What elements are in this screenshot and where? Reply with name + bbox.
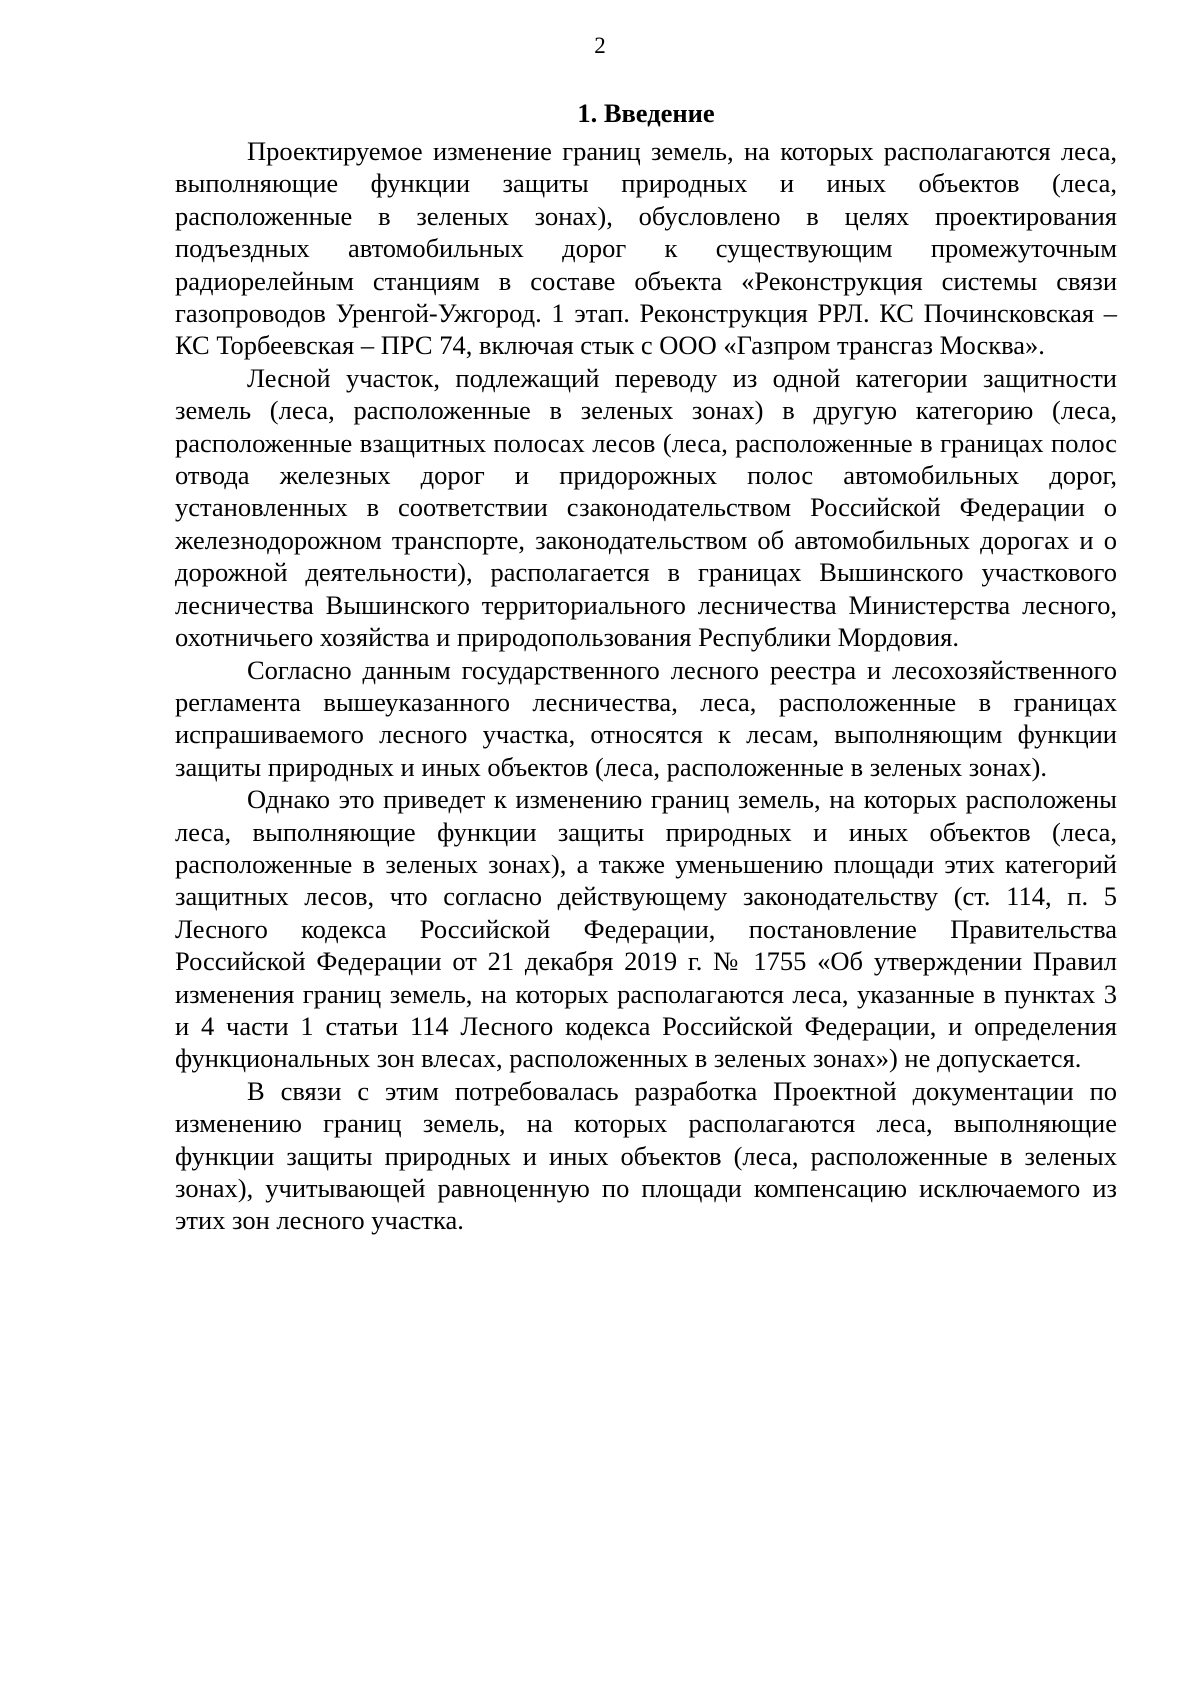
page-number: 2 bbox=[594, 33, 606, 58]
paragraph-project-purpose: Проектируемое изменение границ земель, на которых располагаются леса, выполняющие функции защиты природных и иных объектов (леса, расположенные в зеленых зонах), обусловлено в целях проектирования подъездных автомобильных дорог к существующим промежуточным радиорелейным станциям в составе объекта «Реконструкция системы связи газопроводов Уренгой-Ужгород. 1 этап. Реконструкция РРЛ. КС Починсковская – КС Торбеевская – ПРС 74, включая стык с ООО «Газпром трансгаз Москва». bbox=[175, 136, 1117, 361]
document-body bbox=[175, 97, 1117, 1237]
paragraph-documentation-need: В связи с этим потребовалась разработка Проектной документации по изменению границ земель, на которых располагаются леса, выполняющие функции защиты природных и иных объектов (леса, расположенные в зеленых зонах), учитывающей равноценную по площади компенсацию исключаемого из этих зон лесного участка. bbox=[175, 1075, 1117, 1236]
paragraph-forest-plot-category: Лесной участок, подлежащий переводу из одной категории защитности земель (леса, расположенные в зеленых зонах) в другую категорию (леса, расположенные взащитных полосах лесов (леса, расположенные в границах полос отвода железных дорог и придорожных полос автомобильных дорог, установленных в соответствии сзаконодательством Российской Федерации о железнодорожном транспорте, законодательством об автомобильных дорогах и о дорожной деятельности), располагается в границах Вышинского участкового лесничества Вышинского территориального лесничества Министерства лесного, охотничьего хозяйства и природопользования Республики Мордовия. bbox=[175, 362, 1117, 653]
paragraph-forest-registry: Согласно данным государственного лесного реестра и лесохозяйственного регламента вышеуказанного лесничества, леса, расположенные в границах испрашиваемого лесного участка, относятся к лесам, выполняющим функции защиты природных и иных объектов (леса, расположенные в зеленых зонах). bbox=[175, 654, 1117, 782]
paragraph-legal-restriction: Однако это приведет к изменению границ земель, на которых расположены леса, выполняющие функции защиты природных и иных объектов (леса, расположенные в зеленых зонах), а также уменьшению площади этих категорий защитных лесов, что согласно действующему законодательству (ст. 114, п. 5 Лесного кодекса Российской Федерации, постановление Правительства Российской Федерации от 21 декабря 2019 г. № 1755 «Об утверждении Правил изменения границ земель, на которых располагаются леса, указанные в пунктах 3 и 4 части 1 статьи 114 Лесного кодекса Российской Федерации, и определения функциональных зон влесах, расположенных в зеленых зонах») не допускается. bbox=[175, 784, 1117, 1074]
section-title: 1. Введение bbox=[577, 98, 715, 128]
